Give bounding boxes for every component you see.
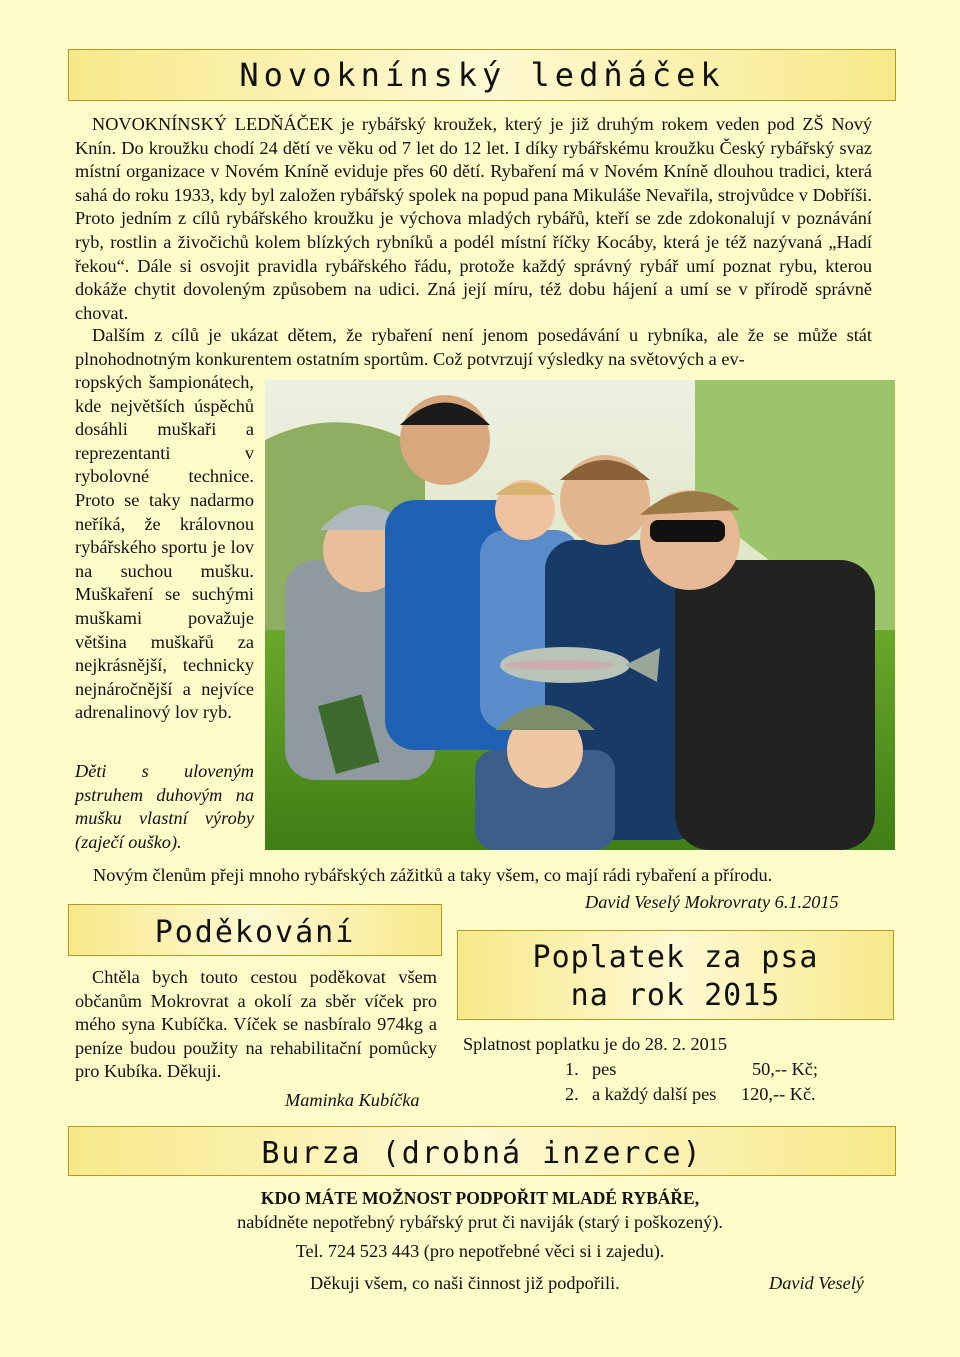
burza-line-3: Tel. 724 523 443 (pro nepotřebné věci si i zajedu).: [295, 1241, 665, 1261]
fee-item-1-label: pes: [592, 1059, 617, 1079]
fee-title-line-2: na rok 2015: [570, 978, 781, 1013]
fee-title: [457, 930, 894, 1020]
photo-children-with-trout: [265, 380, 895, 850]
fee-item-2-num: 2.: [565, 1084, 579, 1104]
photo-caption: Děti s uloveným pstruhem duhovým na mušku vlastní výroby (zaječí ouško).: [75, 761, 254, 852]
article-signature: David Veselý Mokrovraty 6.1.2015: [585, 892, 839, 912]
burza-headline: KDO MÁTE MOŽNOST PODPOŘIT MLADÉ RYBÁŘE,: [260, 1188, 700, 1208]
fee-due: Splatnost poplatku je do 28. 2. 2015: [463, 1034, 728, 1054]
fee-item-1-amount: 50,-- Kč;: [752, 1059, 818, 1079]
thanks-text: Chtěla bych touto cestou poděkovat všem občanům Mokrovrat a okolí za sběr víček pro mého syna Kubíčka. Víček se nasbíralo 974kg a peníze budou použity na rehabilitační pomůcky pro Kubíka. Děkuji.: [75, 967, 437, 1082]
article-title: Novoknínský ledňáček: [68, 49, 896, 101]
fee-item-1-num: 1.: [565, 1059, 579, 1079]
burza-signature: David Veselý: [769, 1273, 864, 1293]
article-paragraph-1: NOVOKNÍNSKÝ LEDŇÁČEK je rybářský kroužek, který je již druhým rokem veden pod ZŠ Nový Knín. Do kroužku chodí 24 dětí ve věku od 7 let do 12 let. I díky rybářskému kroužku Český rybářský svaz místní organizace v Novém Kníně eviduje přes 60 dětí. Rybaření má v Novém Kníně dlouhou tradici, která sahá do roku 1933, kdy byl založen rybářský spolek na popud pana Mikuláše Nevařila, strojvůdce v Dobříši. Proto jedním z cílů rybářského kroužku je výchova mladých rybářů, kteří se zde zdokonalují v poznávání ryb, rostlin a živočichů kolem blízkých rybníků a podél místní říčky Kocáby, která je též nazývaná „Hadí řekou“. Dále si osvojit pravidla rybářského řádu, protože každý správný rybář umí poznat rybu, kterou dokáže chytit dovoleným způsobem na udici. Zná její míru, též dobu hájení a umí se v přírodě správně chovat.: [75, 114, 872, 323]
fee-item-2-label: a každý další pes: [592, 1084, 717, 1104]
burza-title: Burza (drobná inzerce): [68, 1126, 896, 1176]
thanks-title: Poděkování: [68, 904, 442, 956]
thanks-signature: Maminka Kubíčka: [285, 1090, 420, 1110]
fee-title-line-1: Poplatek za psa: [532, 940, 819, 975]
article-paragraph-3: ropských šampionátech, kde největších úspěchů dosáhli muškaři a reprezentanti v rybolovné technice. Proto se taky nadarmo neříká, že královnou rybářského sportu je lov na suchou mušku. Muškaření se suchými muškami považuje většina muškařů za nejkrásnější, technicky nejnáročnější a nejvíce adrenalinový lov ryb.: [75, 372, 254, 723]
article-paragraph-2: Dalším z cílů je ukázat dětem, že rybaření není jenom posedávání u rybníka, ale že se může stát plnohodnotným konkurentem ostatním sportům. Což potvrzují výsledky na světových a ev-: [75, 325, 872, 369]
burza-line-4: Děkuji všem, co naši činnost již podpořili.: [310, 1273, 620, 1293]
photo-illustration: [265, 380, 895, 850]
burza-line-2: nabídněte nepotřebný rybářský prut či naviják (starý i poškozený).: [237, 1212, 723, 1232]
fee-item-2-amount: 120,-- Kč.: [741, 1084, 816, 1104]
article-closing: Novým členům přeji mnoho rybářských zážitků a taky všem, co mají rádi rybaření a přírodu.: [93, 865, 773, 885]
